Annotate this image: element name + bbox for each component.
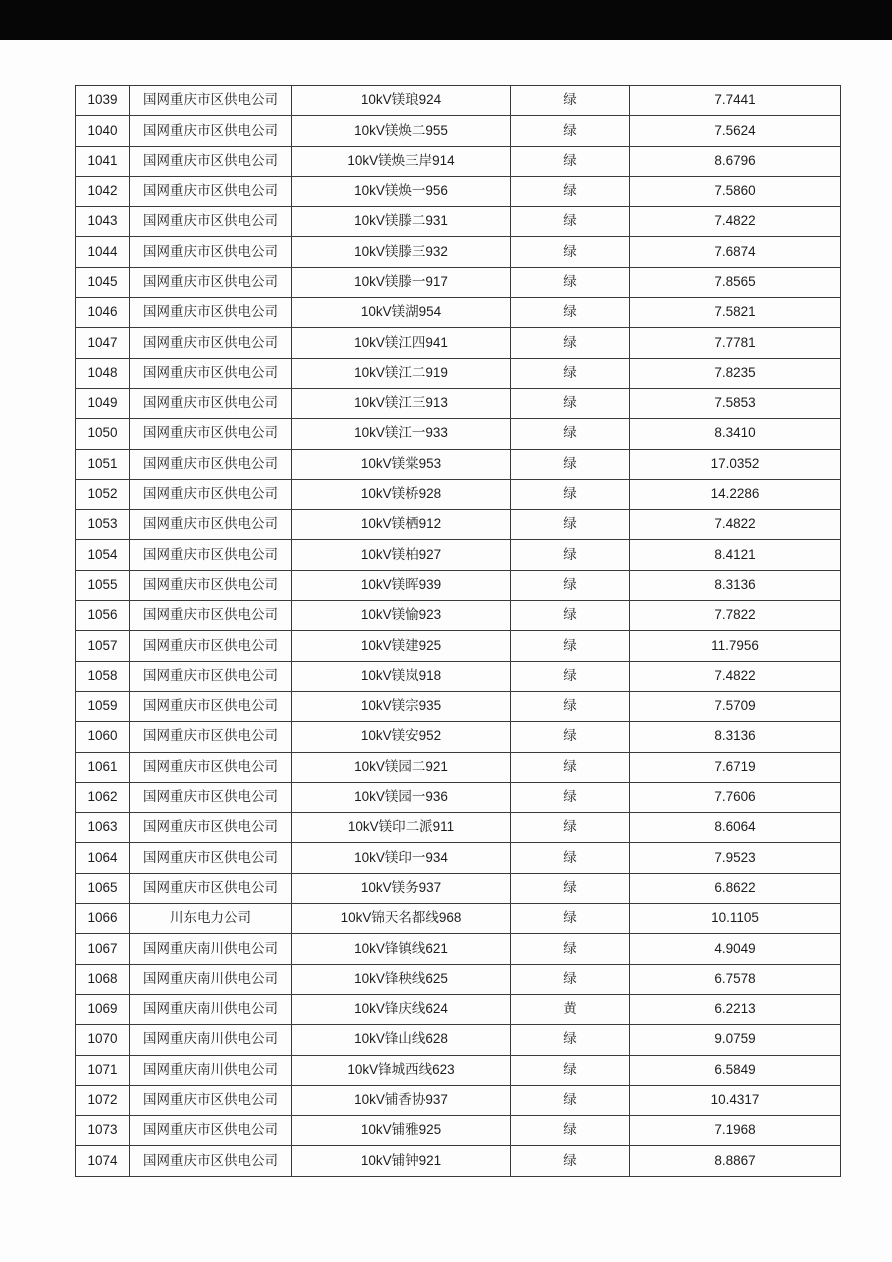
row-id-cell: 1055 xyxy=(76,570,130,600)
top-black-bar xyxy=(0,0,892,40)
line-name-cell: 10kV镁园一936 xyxy=(292,782,511,812)
row-id-cell: 1074 xyxy=(76,1146,130,1176)
line-name-cell: 10kV镁晖939 xyxy=(292,570,511,600)
status-cell: 绿 xyxy=(511,752,630,782)
table-row xyxy=(76,116,841,146)
value-cell: 6.2213 xyxy=(630,994,841,1024)
table-row xyxy=(76,86,841,116)
value-cell: 8.6796 xyxy=(630,146,841,176)
line-name-cell: 10kV镁焕一956 xyxy=(292,176,511,206)
row-id-cell: 1063 xyxy=(76,813,130,843)
row-id-cell: 1061 xyxy=(76,752,130,782)
company-cell: 国网重庆市区供电公司 xyxy=(130,267,292,297)
status-cell: 绿 xyxy=(511,1055,630,1085)
status-cell: 绿 xyxy=(511,116,630,146)
table-row xyxy=(76,1085,841,1115)
line-name-cell: 10kV镁滕二931 xyxy=(292,207,511,237)
line-name-cell: 10kV镁焕三岸914 xyxy=(292,146,511,176)
row-id-cell: 1043 xyxy=(76,207,130,237)
line-name-cell: 10kV镁滕三932 xyxy=(292,237,511,267)
status-cell: 绿 xyxy=(511,479,630,509)
row-id-cell: 1041 xyxy=(76,146,130,176)
line-name-cell: 10kV镁务937 xyxy=(292,873,511,903)
table-row xyxy=(76,752,841,782)
status-cell: 绿 xyxy=(511,813,630,843)
status-cell: 绿 xyxy=(511,722,630,752)
table-row xyxy=(76,419,841,449)
status-cell: 绿 xyxy=(511,601,630,631)
row-id-cell: 1071 xyxy=(76,1055,130,1085)
table-body xyxy=(76,86,841,1177)
line-name-cell: 10kV镁江三913 xyxy=(292,388,511,418)
value-cell: 6.5849 xyxy=(630,1055,841,1085)
line-name-cell: 10kV镁安952 xyxy=(292,722,511,752)
company-cell: 国网重庆市区供电公司 xyxy=(130,601,292,631)
status-cell: 绿 xyxy=(511,964,630,994)
status-cell: 绿 xyxy=(511,540,630,570)
row-id-cell: 1064 xyxy=(76,843,130,873)
company-cell: 国网重庆南川供电公司 xyxy=(130,964,292,994)
table-row xyxy=(76,843,841,873)
table-row xyxy=(76,1146,841,1176)
company-cell: 国网重庆南川供电公司 xyxy=(130,994,292,1024)
row-id-cell: 1052 xyxy=(76,479,130,509)
company-cell: 国网重庆南川供电公司 xyxy=(130,934,292,964)
status-cell: 绿 xyxy=(511,267,630,297)
status-cell: 绿 xyxy=(511,661,630,691)
row-id-cell: 1053 xyxy=(76,510,130,540)
table-row xyxy=(76,146,841,176)
table-row xyxy=(76,328,841,358)
company-cell: 国网重庆市区供电公司 xyxy=(130,540,292,570)
line-name-cell: 10kV铺雅925 xyxy=(292,1116,511,1146)
company-cell: 国网重庆南川供电公司 xyxy=(130,1055,292,1085)
table-row xyxy=(76,964,841,994)
company-cell: 国网重庆南川供电公司 xyxy=(130,1025,292,1055)
value-cell: 8.4121 xyxy=(630,540,841,570)
value-cell: 10.4317 xyxy=(630,1085,841,1115)
status-cell: 绿 xyxy=(511,1085,630,1115)
table-row xyxy=(76,782,841,812)
status-cell: 绿 xyxy=(511,570,630,600)
row-id-cell: 1051 xyxy=(76,449,130,479)
status-cell: 绿 xyxy=(511,691,630,721)
table-row xyxy=(76,237,841,267)
row-id-cell: 1062 xyxy=(76,782,130,812)
row-id-cell: 1042 xyxy=(76,176,130,206)
value-cell: 8.6064 xyxy=(630,813,841,843)
company-cell: 川东电力公司 xyxy=(130,904,292,934)
value-cell: 7.6719 xyxy=(630,752,841,782)
company-cell: 国网重庆市区供电公司 xyxy=(130,298,292,328)
line-name-cell: 10kV镁滕一917 xyxy=(292,267,511,297)
status-cell: 绿 xyxy=(511,419,630,449)
line-name-cell: 10kV镁琅924 xyxy=(292,86,511,116)
company-cell: 国网重庆市区供电公司 xyxy=(130,86,292,116)
row-id-cell: 1047 xyxy=(76,328,130,358)
table-row xyxy=(76,873,841,903)
line-name-cell: 10kV铺香协937 xyxy=(292,1085,511,1115)
table-row xyxy=(76,510,841,540)
line-name-cell: 10kV铺钟921 xyxy=(292,1146,511,1176)
table-row xyxy=(76,267,841,297)
status-cell: 绿 xyxy=(511,904,630,934)
line-name-cell: 10kV镁栖912 xyxy=(292,510,511,540)
line-name-cell: 10kV镁江一933 xyxy=(292,419,511,449)
row-id-cell: 1060 xyxy=(76,722,130,752)
value-cell: 4.9049 xyxy=(630,934,841,964)
data-table xyxy=(75,85,841,1177)
value-cell: 8.8867 xyxy=(630,1146,841,1176)
row-id-cell: 1059 xyxy=(76,691,130,721)
status-cell: 绿 xyxy=(511,358,630,388)
status-cell: 绿 xyxy=(511,449,630,479)
table-row xyxy=(76,1055,841,1085)
company-cell: 国网重庆市区供电公司 xyxy=(130,813,292,843)
value-cell: 7.4822 xyxy=(630,661,841,691)
value-cell: 7.7606 xyxy=(630,782,841,812)
table-row xyxy=(76,1025,841,1055)
line-name-cell: 10kV锋城西线623 xyxy=(292,1055,511,1085)
status-cell: 绿 xyxy=(511,328,630,358)
status-cell: 绿 xyxy=(511,510,630,540)
value-cell: 8.3136 xyxy=(630,722,841,752)
value-cell: 7.8235 xyxy=(630,358,841,388)
row-id-cell: 1046 xyxy=(76,298,130,328)
company-cell: 国网重庆市区供电公司 xyxy=(130,661,292,691)
company-cell: 国网重庆市区供电公司 xyxy=(130,328,292,358)
row-id-cell: 1056 xyxy=(76,601,130,631)
value-cell: 7.4822 xyxy=(630,207,841,237)
value-cell: 7.5709 xyxy=(630,691,841,721)
company-cell: 国网重庆市区供电公司 xyxy=(130,691,292,721)
row-id-cell: 1049 xyxy=(76,388,130,418)
document-page xyxy=(75,85,841,1177)
company-cell: 国网重庆市区供电公司 xyxy=(130,207,292,237)
company-cell: 国网重庆市区供电公司 xyxy=(130,782,292,812)
company-cell: 国网重庆市区供电公司 xyxy=(130,722,292,752)
company-cell: 国网重庆市区供电公司 xyxy=(130,570,292,600)
row-id-cell: 1073 xyxy=(76,1116,130,1146)
status-cell: 绿 xyxy=(511,873,630,903)
line-name-cell: 10kV锋镇线621 xyxy=(292,934,511,964)
value-cell: 7.9523 xyxy=(630,843,841,873)
line-name-cell: 10kV镁棠953 xyxy=(292,449,511,479)
value-cell: 7.5624 xyxy=(630,116,841,146)
line-name-cell: 10kV镁岚918 xyxy=(292,661,511,691)
row-id-cell: 1044 xyxy=(76,237,130,267)
value-cell: 7.1968 xyxy=(630,1116,841,1146)
status-cell: 绿 xyxy=(511,176,630,206)
company-cell: 国网重庆市区供电公司 xyxy=(130,1146,292,1176)
status-cell: 绿 xyxy=(511,782,630,812)
value-cell: 7.5860 xyxy=(630,176,841,206)
line-name-cell: 10kV镁湖954 xyxy=(292,298,511,328)
row-id-cell: 1066 xyxy=(76,904,130,934)
status-cell: 绿 xyxy=(511,207,630,237)
table-row xyxy=(76,207,841,237)
table-row xyxy=(76,388,841,418)
value-cell: 14.2286 xyxy=(630,479,841,509)
table-row xyxy=(76,176,841,206)
line-name-cell: 10kV镁江四941 xyxy=(292,328,511,358)
row-id-cell: 1072 xyxy=(76,1085,130,1115)
value-cell: 11.7956 xyxy=(630,631,841,661)
status-cell: 绿 xyxy=(511,388,630,418)
table-row xyxy=(76,298,841,328)
company-cell: 国网重庆市区供电公司 xyxy=(130,1116,292,1146)
line-name-cell: 10kV锦天名都线968 xyxy=(292,904,511,934)
status-cell: 绿 xyxy=(511,298,630,328)
row-id-cell: 1050 xyxy=(76,419,130,449)
line-name-cell: 10kV镁焕二955 xyxy=(292,116,511,146)
row-id-cell: 1054 xyxy=(76,540,130,570)
value-cell: 7.6874 xyxy=(630,237,841,267)
status-cell: 绿 xyxy=(511,631,630,661)
table-row xyxy=(76,631,841,661)
line-name-cell: 10kV镁江二919 xyxy=(292,358,511,388)
status-cell: 绿 xyxy=(511,934,630,964)
row-id-cell: 1070 xyxy=(76,1025,130,1055)
line-name-cell: 10kV镁印一934 xyxy=(292,843,511,873)
table-row xyxy=(76,449,841,479)
company-cell: 国网重庆市区供电公司 xyxy=(130,237,292,267)
company-cell: 国网重庆市区供电公司 xyxy=(130,116,292,146)
company-cell: 国网重庆市区供电公司 xyxy=(130,631,292,661)
company-cell: 国网重庆市区供电公司 xyxy=(130,449,292,479)
value-cell: 17.0352 xyxy=(630,449,841,479)
status-cell: 绿 xyxy=(511,1146,630,1176)
table-row xyxy=(76,601,841,631)
table-row xyxy=(76,904,841,934)
company-cell: 国网重庆市区供电公司 xyxy=(130,1085,292,1115)
table-row xyxy=(76,358,841,388)
row-id-cell: 1058 xyxy=(76,661,130,691)
value-cell: 7.7781 xyxy=(630,328,841,358)
value-cell: 7.7822 xyxy=(630,601,841,631)
company-cell: 国网重庆市区供电公司 xyxy=(130,752,292,782)
company-cell: 国网重庆市区供电公司 xyxy=(130,479,292,509)
table-row xyxy=(76,661,841,691)
company-cell: 国网重庆市区供电公司 xyxy=(130,873,292,903)
value-cell: 8.3410 xyxy=(630,419,841,449)
status-cell: 黄 xyxy=(511,994,630,1024)
value-cell: 7.7441 xyxy=(630,86,841,116)
row-id-cell: 1068 xyxy=(76,964,130,994)
line-name-cell: 10kV镁印二派911 xyxy=(292,813,511,843)
company-cell: 国网重庆市区供电公司 xyxy=(130,146,292,176)
status-cell: 绿 xyxy=(511,86,630,116)
line-name-cell: 10kV镁柏927 xyxy=(292,540,511,570)
status-cell: 绿 xyxy=(511,146,630,176)
company-cell: 国网重庆市区供电公司 xyxy=(130,419,292,449)
value-cell: 9.0759 xyxy=(630,1025,841,1055)
line-name-cell: 10kV镁愉923 xyxy=(292,601,511,631)
line-name-cell: 10kV锋庆线624 xyxy=(292,994,511,1024)
company-cell: 国网重庆市区供电公司 xyxy=(130,176,292,206)
company-cell: 国网重庆市区供电公司 xyxy=(130,388,292,418)
value-cell: 7.5853 xyxy=(630,388,841,418)
company-cell: 国网重庆市区供电公司 xyxy=(130,510,292,540)
row-id-cell: 1045 xyxy=(76,267,130,297)
table-row xyxy=(76,479,841,509)
status-cell: 绿 xyxy=(511,1025,630,1055)
table-row xyxy=(76,570,841,600)
company-cell: 国网重庆市区供电公司 xyxy=(130,358,292,388)
value-cell: 6.7578 xyxy=(630,964,841,994)
status-cell: 绿 xyxy=(511,237,630,267)
table-row xyxy=(76,722,841,752)
row-id-cell: 1067 xyxy=(76,934,130,964)
line-name-cell: 10kV镁建925 xyxy=(292,631,511,661)
table-row xyxy=(76,691,841,721)
value-cell: 7.4822 xyxy=(630,510,841,540)
line-name-cell: 10kV镁宗935 xyxy=(292,691,511,721)
table-row xyxy=(76,813,841,843)
company-cell: 国网重庆市区供电公司 xyxy=(130,843,292,873)
value-cell: 10.1105 xyxy=(630,904,841,934)
value-cell: 7.8565 xyxy=(630,267,841,297)
value-cell: 7.5821 xyxy=(630,298,841,328)
line-name-cell: 10kV锋秧线625 xyxy=(292,964,511,994)
row-id-cell: 1069 xyxy=(76,994,130,1024)
row-id-cell: 1039 xyxy=(76,86,130,116)
row-id-cell: 1040 xyxy=(76,116,130,146)
status-cell: 绿 xyxy=(511,1116,630,1146)
row-id-cell: 1065 xyxy=(76,873,130,903)
table-row xyxy=(76,994,841,1024)
value-cell: 6.8622 xyxy=(630,873,841,903)
line-name-cell: 10kV镁桥928 xyxy=(292,479,511,509)
row-id-cell: 1057 xyxy=(76,631,130,661)
line-name-cell: 10kV镁园二921 xyxy=(292,752,511,782)
row-id-cell: 1048 xyxy=(76,358,130,388)
line-name-cell: 10kV锋山线628 xyxy=(292,1025,511,1055)
table-row xyxy=(76,540,841,570)
status-cell: 绿 xyxy=(511,843,630,873)
table-row xyxy=(76,934,841,964)
value-cell: 8.3136 xyxy=(630,570,841,600)
table-row xyxy=(76,1116,841,1146)
